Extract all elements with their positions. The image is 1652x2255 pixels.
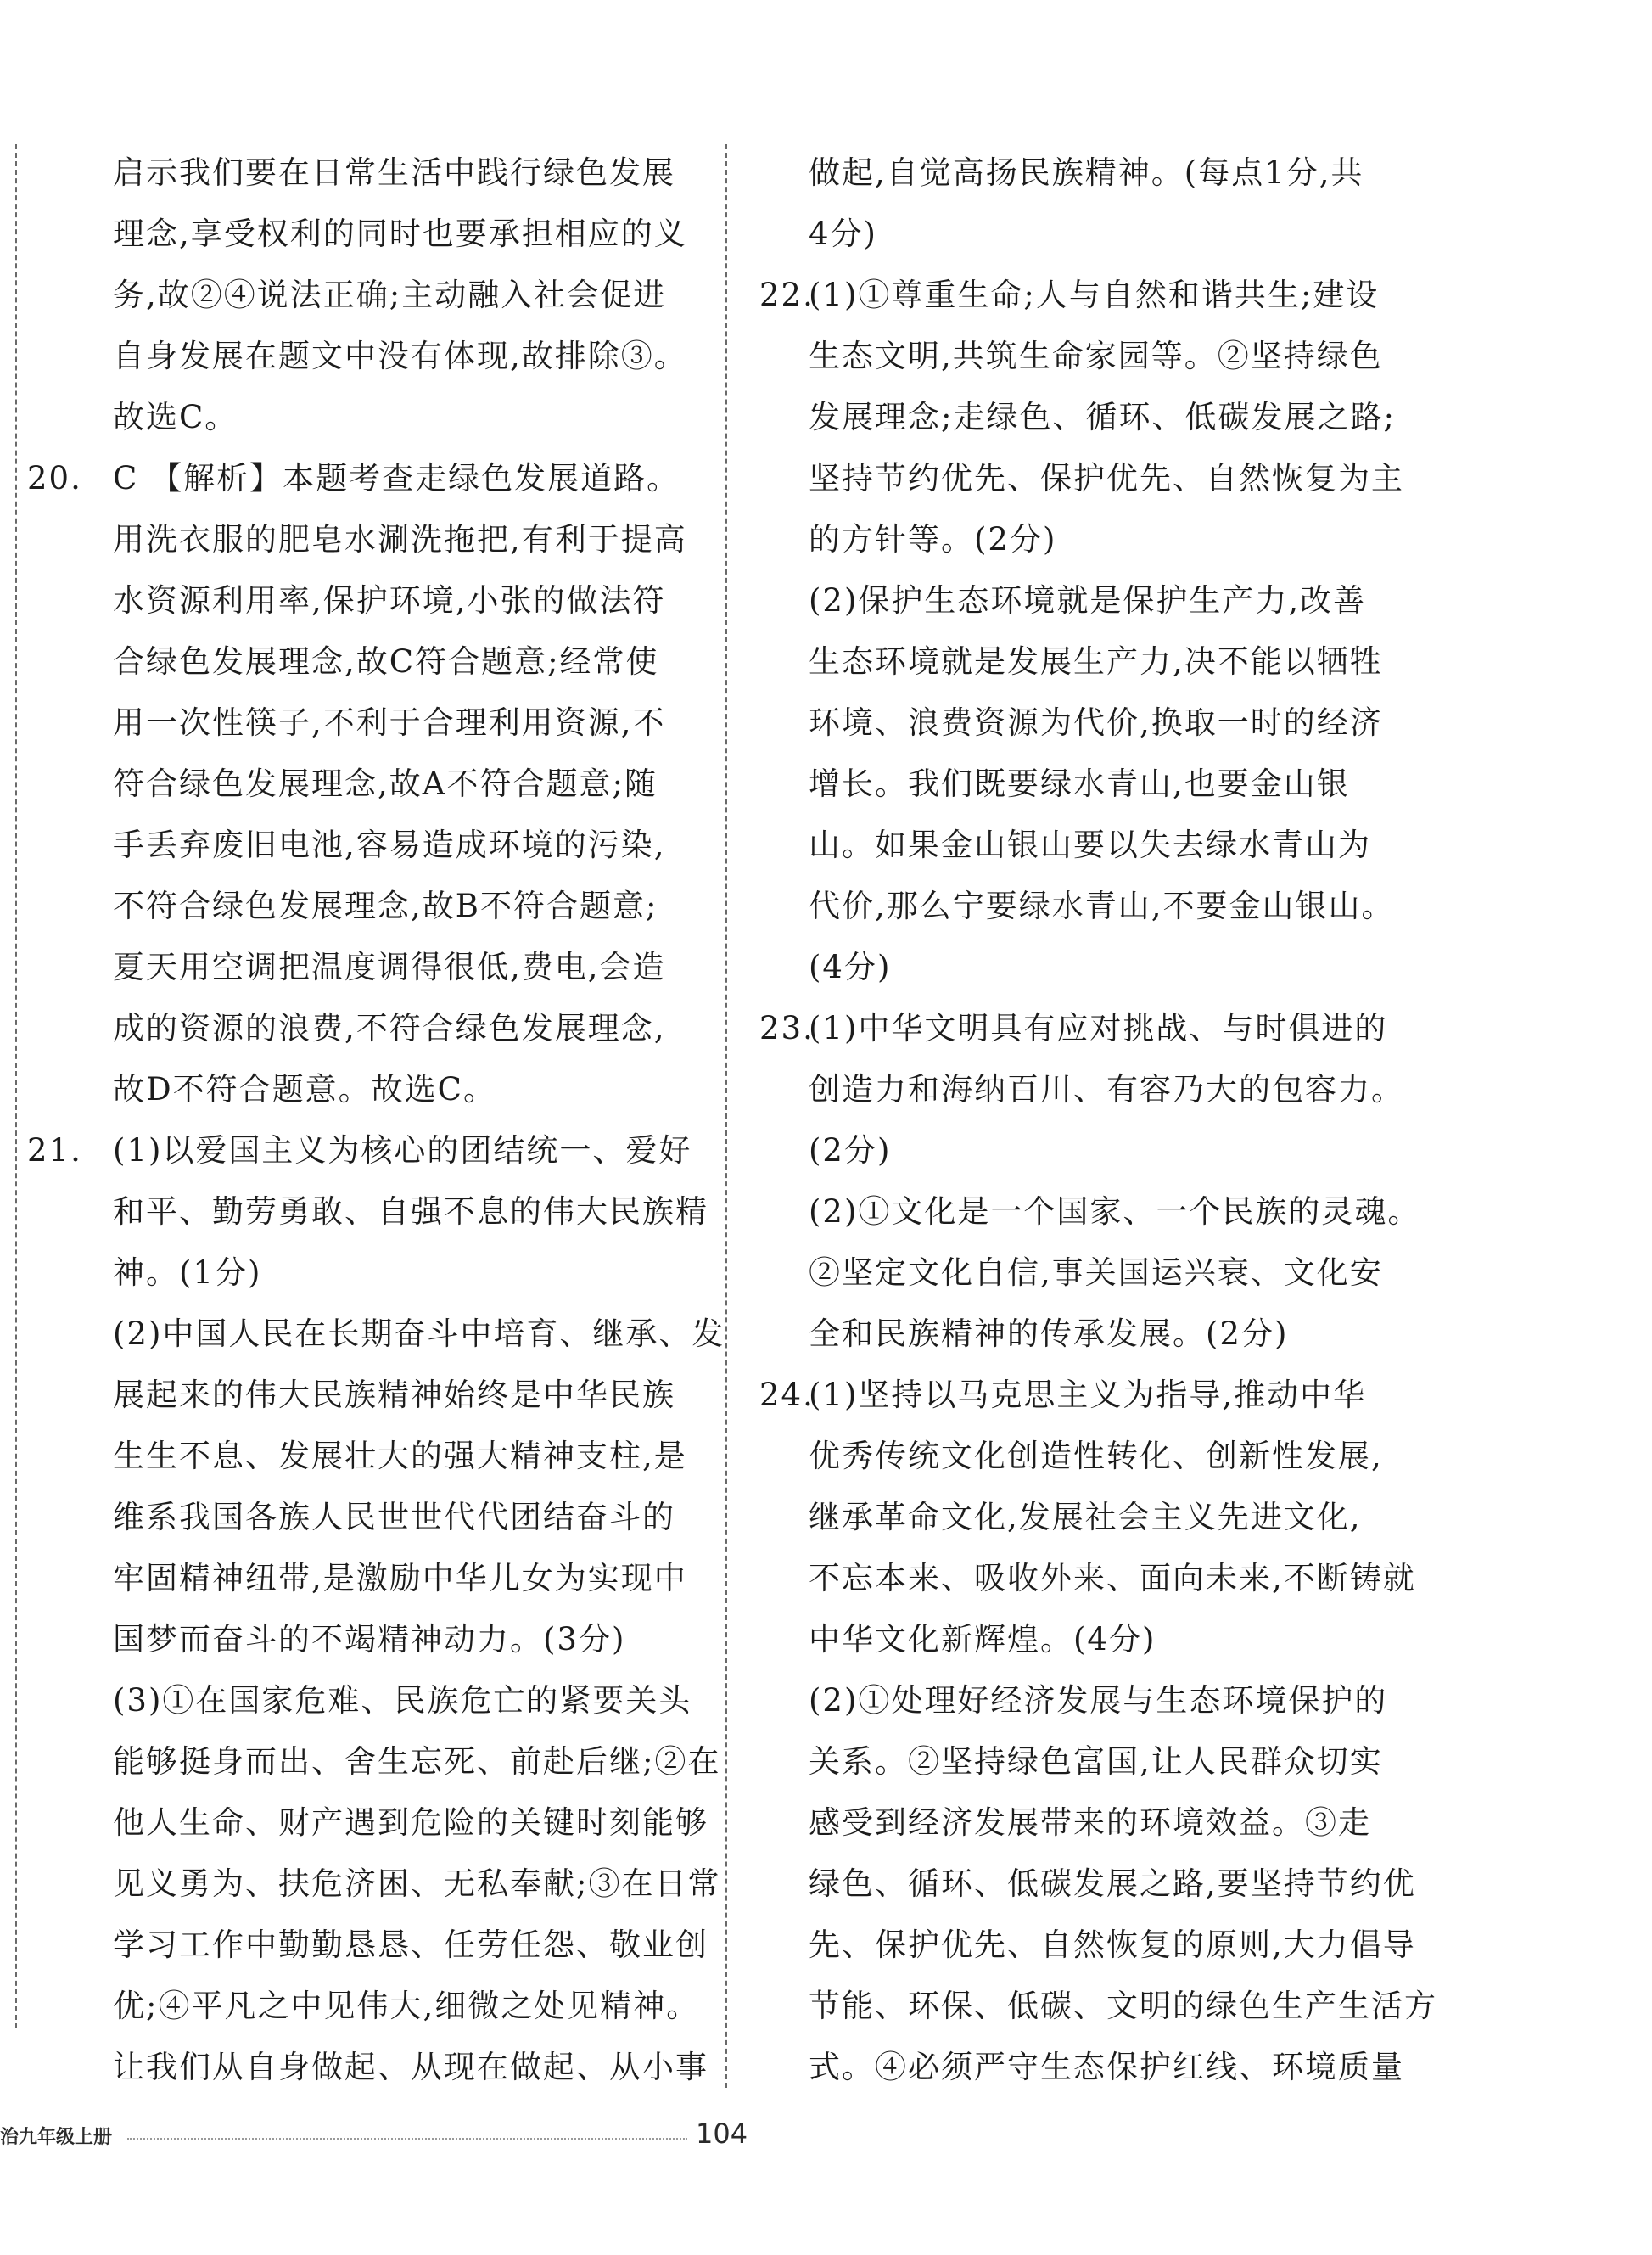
text-line <box>110 326 687 387</box>
text-line <box>806 570 1400 631</box>
line-text: 成的资源的浪费,不符合绿色发展理念, <box>113 1010 666 1046</box>
line-text: 的方针等。(2分) <box>809 521 1057 558</box>
text-line <box>806 1181 1421 1242</box>
text-line <box>110 265 687 326</box>
text-line <box>806 143 1400 204</box>
text-line <box>806 631 1400 693</box>
text-line <box>806 204 1400 265</box>
text-line <box>759 1365 1400 1426</box>
line-text: 用洗衣服的肥皂水涮洗拖把,有利于提高 <box>113 521 687 558</box>
text-line <box>110 1731 721 1792</box>
text-line <box>806 1304 1400 1365</box>
line-text: 绿色、循环、低碳发展之路,要坚持节约优 <box>809 1865 1416 1902</box>
line-text: 理念,享受权利的同时也要承担相应的义 <box>113 216 687 252</box>
line-text: 生态文明,共筑生命家园等。②坚持绿色 <box>809 338 1383 374</box>
question-number: 24. <box>759 1377 815 1413</box>
line-text: ②坚定文化自信,事关国运兴衰、文化安 <box>809 1254 1383 1291</box>
text-line <box>110 570 687 631</box>
text-line <box>759 998 1400 1059</box>
line-text: 环境、浪费资源为代价,换取一时的经济 <box>809 704 1383 741</box>
text-line <box>110 1976 700 2037</box>
line-text: 优秀传统文化创造性转化、创新性发展, <box>809 1438 1383 1474</box>
text-line <box>806 1426 1400 1487</box>
text-line <box>759 265 1400 326</box>
text-line <box>110 1792 708 1854</box>
text-line <box>806 1487 1400 1548</box>
text-line <box>806 754 1400 815</box>
text-line <box>806 937 1400 998</box>
line-text: 发展理念;走绿色、循环、低碳发展之路; <box>809 399 1396 435</box>
text-line <box>806 1548 1416 1609</box>
line-text: 继承革命文化,发展社会主义先进文化, <box>809 1499 1362 1535</box>
line-text: 自身发展在题文中没有体现,故排除③。 <box>113 338 687 374</box>
line-text: 生态环境就是发展生产力,决不能以牺牲 <box>809 643 1383 680</box>
line-text: 符合绿色发展理念,故A不符合题意;随 <box>113 766 658 802</box>
line-text: 代价,那么宁要绿水青山,不要金山银山。 <box>809 888 1395 924</box>
text-line <box>806 1731 1400 1792</box>
line-text: C 【解析】本题考查走绿色发展道路。 <box>113 460 680 496</box>
text-line <box>110 998 687 1059</box>
text-line <box>110 509 687 570</box>
line-text: 全和民族精神的传承发展。(2分) <box>809 1315 1289 1352</box>
text-line <box>806 693 1400 754</box>
line-text: (1)①尊重生命;人与自然和谐共生;建设 <box>809 277 1380 313</box>
text-line <box>806 1059 1404 1120</box>
line-text: 故D不符合题意。故选C。 <box>113 1071 496 1108</box>
text-line <box>806 1915 1416 1976</box>
text-line <box>110 1365 687 1426</box>
line-text: 关系。②坚持绿色富国,让人民群众切实 <box>809 1743 1383 1780</box>
text-line <box>110 1059 687 1120</box>
footer-book-label: 治九年级上册 <box>0 2127 113 2148</box>
line-text: (2)保护生态环境就是保护生产力,改善 <box>809 582 1367 619</box>
question-number: 22. <box>759 277 815 313</box>
line-text: 他人生命、财产遇到危险的关键时刻能够 <box>113 1804 708 1841</box>
line-text: 感受到经济发展带来的环境效益。③走 <box>809 1804 1371 1841</box>
line-text: 牢固精神纽带,是激励中华儿女为实现中 <box>113 1560 687 1596</box>
text-line <box>110 1181 708 1242</box>
text-line <box>110 631 687 693</box>
line-text: (1)中华文明具有应对挑战、与时俱进的 <box>809 1010 1388 1046</box>
text-line <box>110 387 687 448</box>
line-text: 增长。我们既要绿水青山,也要金山银 <box>809 766 1350 802</box>
line-text: 让我们从自身做起、从现在做起、从小事 <box>113 2049 708 2085</box>
text-line <box>27 448 687 509</box>
line-text: 能够挺身而出、舍生忘死、前赴后继;②在 <box>113 1743 721 1780</box>
text-line <box>110 1487 687 1548</box>
line-text: 用一次性筷子,不利于合理利用资源,不 <box>113 704 666 741</box>
line-text: (2)中国人民在长期奋斗中培育、继承、发 <box>113 1315 725 1352</box>
text-line <box>110 1609 687 1670</box>
line-text: 和平、勤劳勇敢、自强不息的伟大民族精 <box>113 1193 708 1230</box>
line-text: 手丢弃废旧电池,容易造成环境的污染, <box>113 827 666 863</box>
text-line <box>806 1976 1437 2037</box>
text-line <box>806 387 1400 448</box>
line-text: (3)①在国家危难、民族危亡的紧要关头 <box>113 1682 692 1719</box>
line-text: 神。(1分) <box>113 1254 262 1291</box>
right-column <box>759 143 1437 2098</box>
text-line <box>806 815 1400 876</box>
line-text: 维系我国各族人民世世代代团结奋斗的 <box>113 1499 675 1535</box>
line-text: 优;④平凡之中见伟大,细微之处见精神。 <box>113 1988 700 2024</box>
line-text: 创造力和海纳百川、有容乃大的包容力。 <box>809 1071 1404 1108</box>
line-text: 展起来的伟大民族精神始终是中华民族 <box>113 1377 675 1413</box>
left-binding-line <box>15 144 17 2028</box>
text-line <box>806 1854 1416 1915</box>
text-line <box>110 937 687 998</box>
footer-dotted-rule <box>127 2138 687 2140</box>
line-text: 中华文化新辉煌。(4分) <box>809 1621 1156 1658</box>
line-text: 节能、环保、低碳、文明的绿色生产生活方 <box>809 1988 1437 2024</box>
line-text: (2分) <box>809 1132 892 1169</box>
text-line <box>110 2037 708 2098</box>
text-line <box>110 815 687 876</box>
line-text: 务,故②④说法正确;主动融入社会促进 <box>113 277 667 313</box>
line-text: (1)坚持以马克思主义为指导,推动中华 <box>809 1377 1367 1413</box>
text-line <box>806 509 1400 570</box>
text-line <box>110 876 687 937</box>
line-text: 夏天用空调把温度调得很低,费电,会造 <box>113 949 666 985</box>
line-text: 不忘本来、吸收外来、面向未来,不断铸就 <box>809 1560 1416 1596</box>
text-line <box>806 2037 1404 2098</box>
text-line <box>110 1854 721 1915</box>
text-line <box>806 1242 1400 1304</box>
text-line <box>806 448 1404 509</box>
text-line <box>806 1120 1400 1181</box>
line-text: 做起,自觉高扬民族精神。(每点1分,共 <box>809 154 1364 191</box>
question-number: 23. <box>759 1010 815 1046</box>
text-line <box>110 1670 692 1731</box>
text-line <box>110 1242 687 1304</box>
text-line <box>806 876 1400 937</box>
question-number: 21. <box>27 1132 82 1169</box>
line-text: 合绿色发展理念,故C符合题意;经常使 <box>113 643 659 680</box>
text-line <box>806 1792 1400 1854</box>
page-footer <box>0 2118 747 2151</box>
text-line <box>110 143 687 204</box>
page-number: 104 <box>696 2118 748 2150</box>
text-line <box>110 204 687 265</box>
line-text: 式。④必须严守生态保护红线、环境质量 <box>809 2049 1404 2085</box>
text-line <box>110 1548 687 1609</box>
line-text: 启示我们要在日常生活中践行绿色发展 <box>113 154 675 191</box>
line-text: 不符合绿色发展理念,故B不符合题意; <box>113 888 658 924</box>
text-line <box>806 326 1400 387</box>
text-line <box>110 754 687 815</box>
line-text: 故选C。 <box>113 399 238 435</box>
text-line <box>110 1426 687 1487</box>
line-text: (1)以爱国主义为核心的团结统一、爱好 <box>113 1132 692 1169</box>
line-text: 坚持节约优先、保护优先、自然恢复为主 <box>809 460 1404 496</box>
line-text: 山。如果金山银山要以失去绿水青山为 <box>809 827 1371 863</box>
line-text: 见义勇为、扶危济困、无私奉献;③在日常 <box>113 1865 721 1902</box>
text-line <box>806 1670 1400 1731</box>
line-text: 生生不息、发展壮大的强大精神支柱,是 <box>113 1438 687 1474</box>
line-text: 水资源利用率,保护环境,小张的做法符 <box>113 582 666 619</box>
line-text: (4分) <box>809 949 892 985</box>
text-line <box>27 1120 692 1181</box>
line-text: 4分) <box>809 216 877 252</box>
text-line <box>806 1609 1400 1670</box>
line-text: 国梦而奋斗的不竭精神动力。(3分) <box>113 1621 626 1658</box>
text-line <box>110 1915 708 1976</box>
line-text: (2)①文化是一个国家、一个民族的灵魂。 <box>809 1193 1421 1230</box>
line-text: 学习工作中勤勤恳恳、任劳任怨、敬业创 <box>113 1927 708 1963</box>
text-line <box>110 1304 725 1365</box>
line-text: (2)①处理好经济发展与生态环境保护的 <box>809 1682 1388 1719</box>
line-text: 先、保护优先、自然恢复的原则,大力倡导 <box>809 1927 1416 1963</box>
text-line <box>110 693 687 754</box>
column-divider <box>725 144 727 2088</box>
left-column <box>27 143 725 2098</box>
question-number: 20. <box>27 460 82 496</box>
